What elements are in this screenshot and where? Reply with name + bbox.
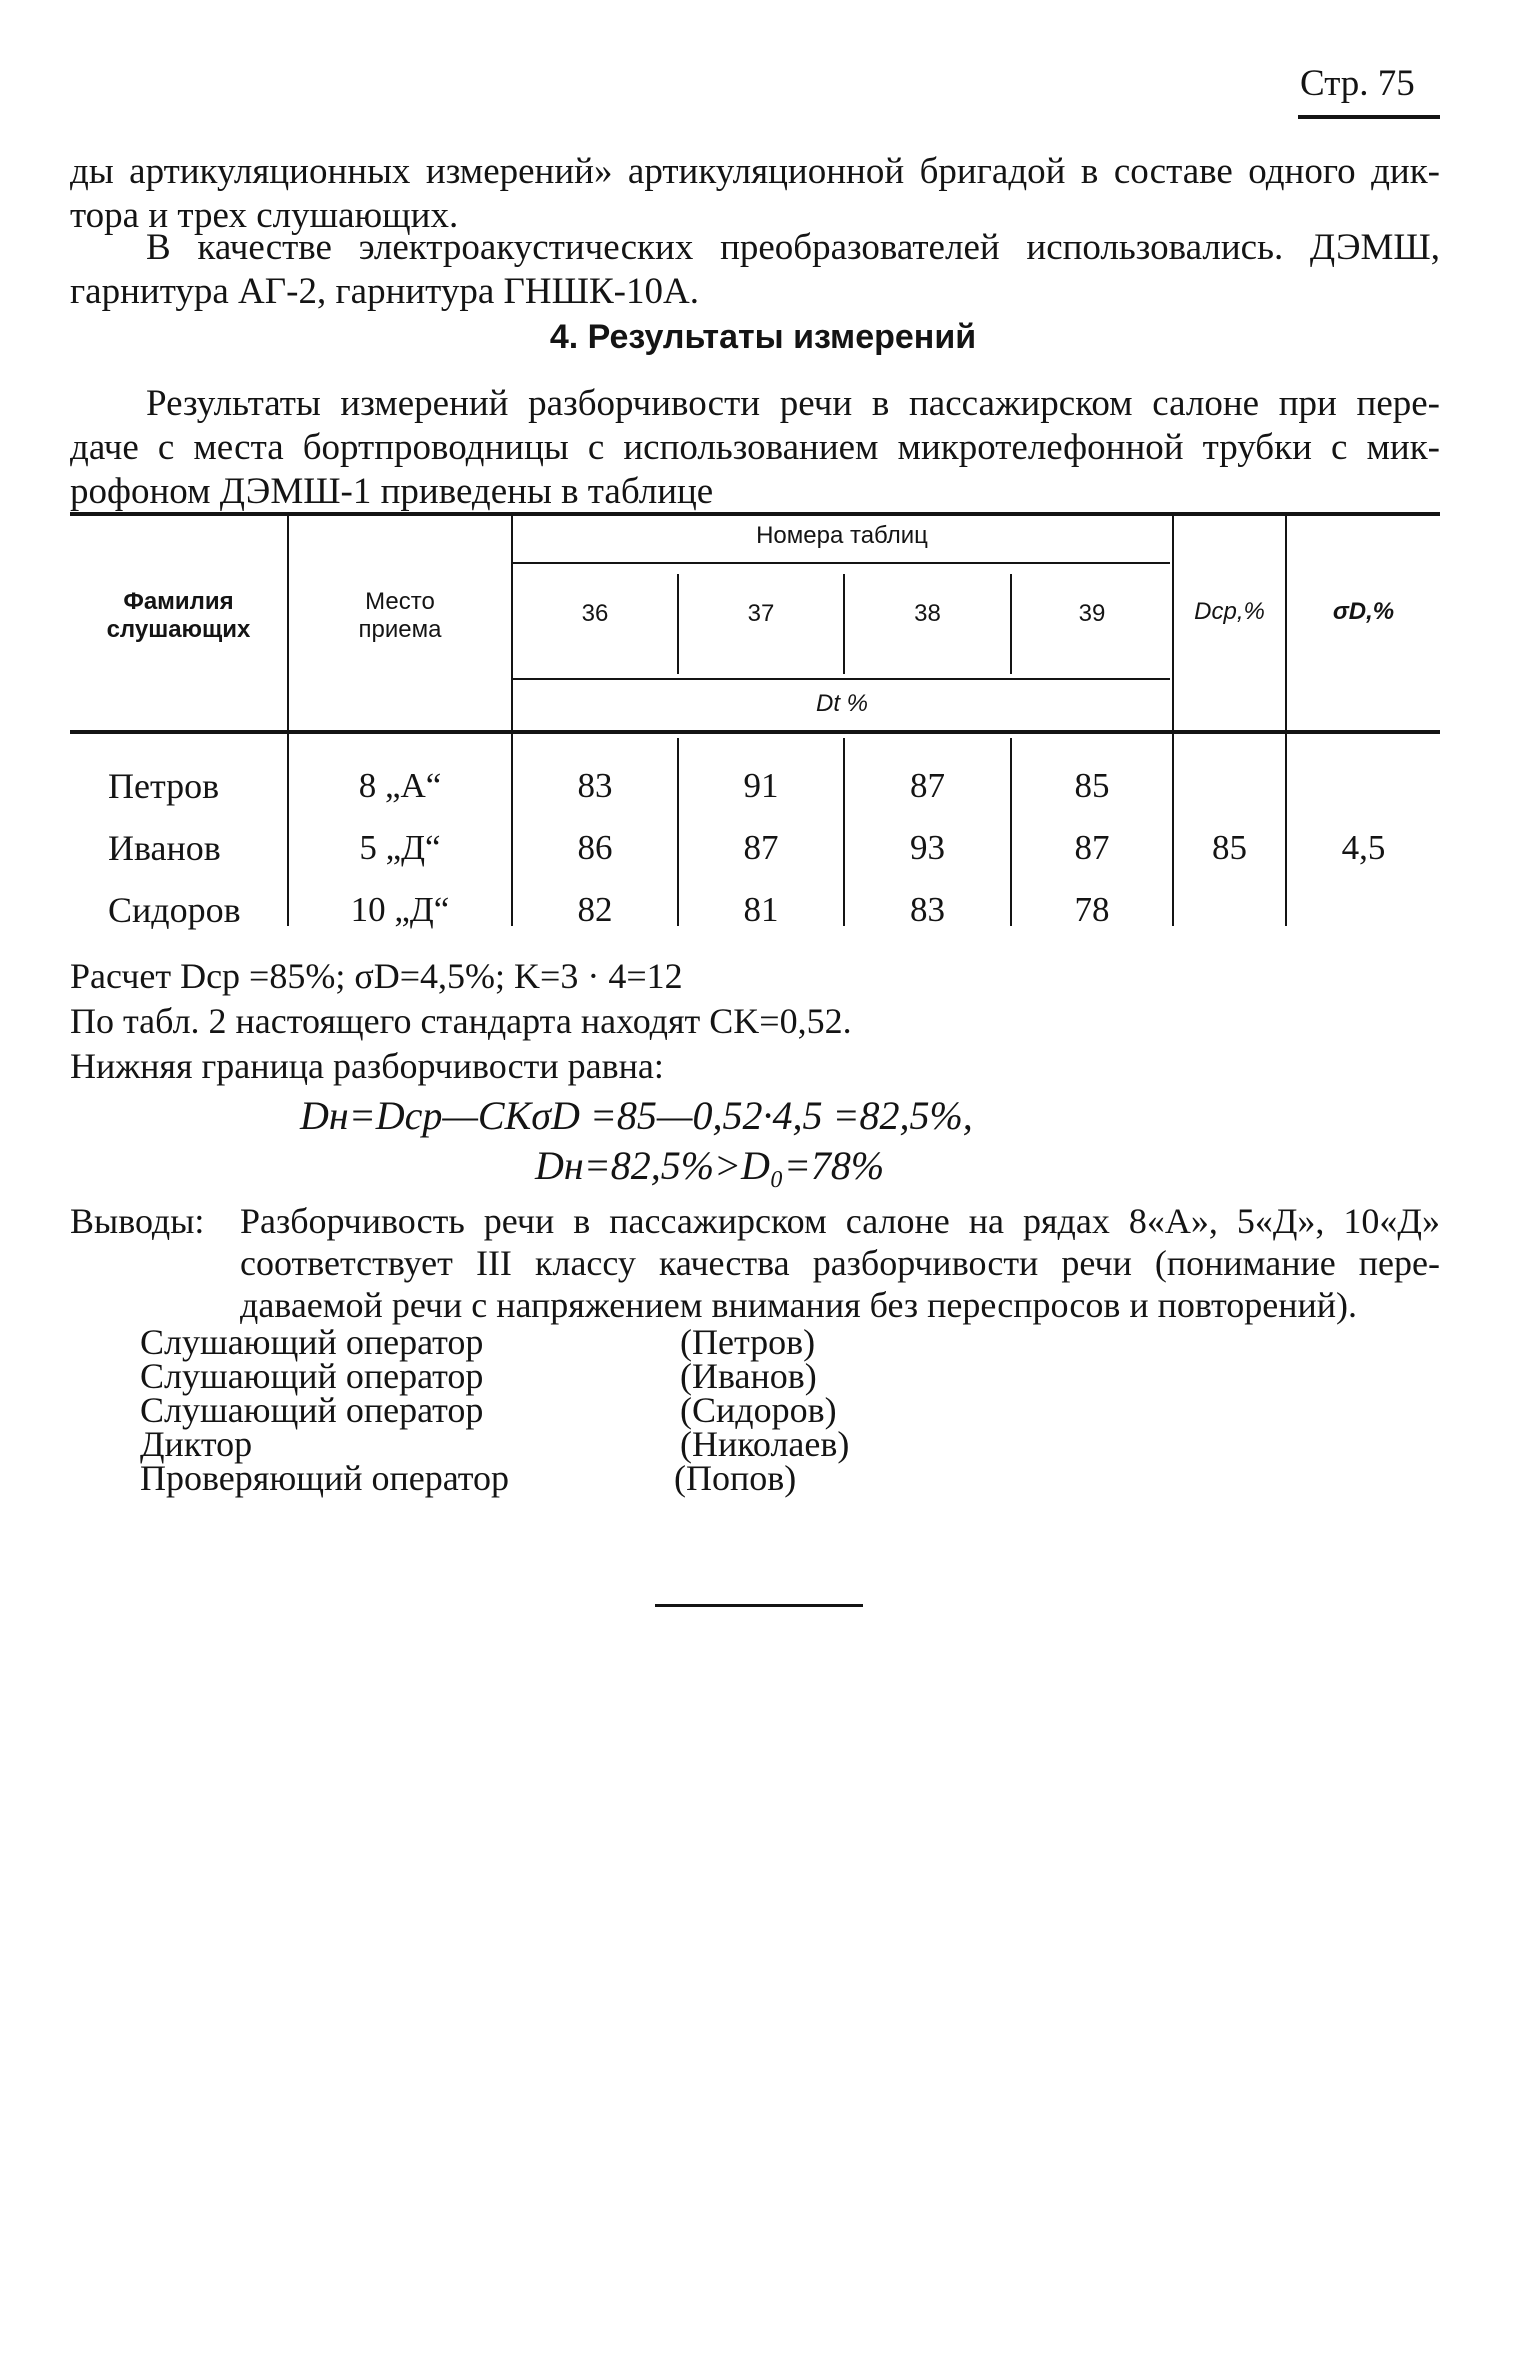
signature-name: (Иванов) <box>680 1356 817 1396</box>
table-dt-rule <box>512 678 1170 680</box>
row-cell: 78 <box>1074 890 1110 929</box>
signature-role: Диктор <box>140 1424 253 1464</box>
paragraph-results <box>70 382 1440 514</box>
page-number: Стр. 75 <box>1300 63 1415 104</box>
row-name: Иванов <box>108 828 221 868</box>
row-place: 10 „Д“ <box>350 890 450 929</box>
formula-line: Dн=82,5%>D₀=78% <box>535 1143 885 1188</box>
table-group-rule <box>512 562 1170 564</box>
header-dt: Dt % <box>815 690 868 717</box>
header-place-line: приема <box>358 616 442 643</box>
header-col-37: 37 <box>747 600 775 627</box>
paragraph-line: гарнитура АГ-2, гарнитура ГНШК-10А. <box>70 271 699 312</box>
row-cell: 87 <box>1074 828 1110 867</box>
row-cell: 81 <box>743 890 779 929</box>
header-surname <box>70 588 287 644</box>
conclusion-line: Разборчивость речи в пассажирском салоне на рядах 8«А», 5«Д», 10«Д» <box>240 1201 1440 1241</box>
header-col-38: 38 <box>914 600 941 627</box>
paragraph-transducers <box>70 226 1440 314</box>
header-col-36: 36 <box>581 600 609 627</box>
header-sigma: σD,% <box>1332 598 1395 625</box>
end-rule <box>655 1604 863 1607</box>
signature-role: Слушающий оператор <box>140 1390 484 1430</box>
row-place: 8 „А“ <box>358 766 442 805</box>
row-cell: 87 <box>910 766 945 805</box>
signature-name: (Попов) <box>674 1458 797 1498</box>
conclusion-label: Выводы: <box>70 1201 205 1241</box>
page-number-underline <box>1298 115 1440 119</box>
row-cell: 83 <box>577 766 613 805</box>
header-col-39: 39 <box>1078 600 1106 627</box>
header-place-line: Место <box>365 588 435 615</box>
table-header-bottom-rule <box>70 730 1440 734</box>
row-name: Петров <box>108 766 220 806</box>
paragraph-line: тора и трех слушающих. <box>70 195 459 236</box>
paragraph-line: даче с места бортпроводницы с использованием микротелефонной трубки с мик- <box>70 427 1440 468</box>
signature-role: Проверяющий оператор <box>140 1458 510 1498</box>
paragraph-intro <box>70 150 1440 238</box>
signature-name: (Николаев) <box>680 1424 850 1464</box>
formula-line: Dн=Dср—CKσD =85—0,52·4,5 =82,5%, <box>300 1093 973 1138</box>
paragraph-line: ды артикуляционных измерений» артикуляционной бригадой в составе одного дик- <box>70 151 1440 192</box>
row-place: 5 „Д“ <box>359 828 441 867</box>
header-surname-line: слушающих <box>106 616 251 643</box>
row-cell: 85 <box>1074 766 1110 805</box>
paragraph-line: Результаты измерений разборчивости речи в пассажирском салоне при пере- <box>146 383 1440 424</box>
calc-line: По табл. 2 настоящего стандарта находят CK=0,52. <box>70 1001 852 1041</box>
signature-name: (Петров) <box>680 1322 816 1362</box>
row-cell: 91 <box>743 766 779 805</box>
row-cell: 83 <box>910 890 945 929</box>
table-top-rule <box>70 512 1440 516</box>
row-cell: 87 <box>743 828 779 867</box>
signature-role: Слушающий оператор <box>140 1322 484 1362</box>
signature-role: Слушающий оператор <box>140 1356 484 1396</box>
row-cell: 82 <box>577 890 613 929</box>
header-tables-group: Номера таблиц <box>756 522 928 549</box>
calc-line: Расчет Dср =85%; σD=4,5%; K=3 · 4=12 <box>70 956 683 996</box>
calc-line: Нижняя граница разборчивости равна: <box>70 1046 664 1086</box>
row-name: Сидоров <box>108 890 241 930</box>
row-cell: 93 <box>910 828 945 867</box>
header-dcp: Dср,% <box>1194 598 1265 625</box>
signature-name: (Сидоров) <box>680 1390 837 1430</box>
conclusion-line: соответствует III классу качества разборчивости речи (понимание пере- <box>240 1243 1440 1283</box>
sigma-value: 4,5 <box>1341 828 1386 867</box>
header-place <box>289 588 511 644</box>
dcp-value: 85 <box>1212 828 1247 867</box>
paragraph-line: рофоном ДЭМШ-1 приведены в таблице <box>70 471 714 512</box>
paragraph-line: В качестве электроакустических преобразователей использовались. ДЭМШ, <box>146 227 1440 268</box>
row-cell: 86 <box>577 828 613 867</box>
conclusion-line: даваемой речи с напряжением внимания без переспросов и повторений). <box>240 1285 1358 1325</box>
header-surname-line: Фамилия <box>123 588 234 615</box>
conclusion-text <box>240 1200 1440 1326</box>
section-title: 4. Результаты измерений <box>549 318 977 356</box>
